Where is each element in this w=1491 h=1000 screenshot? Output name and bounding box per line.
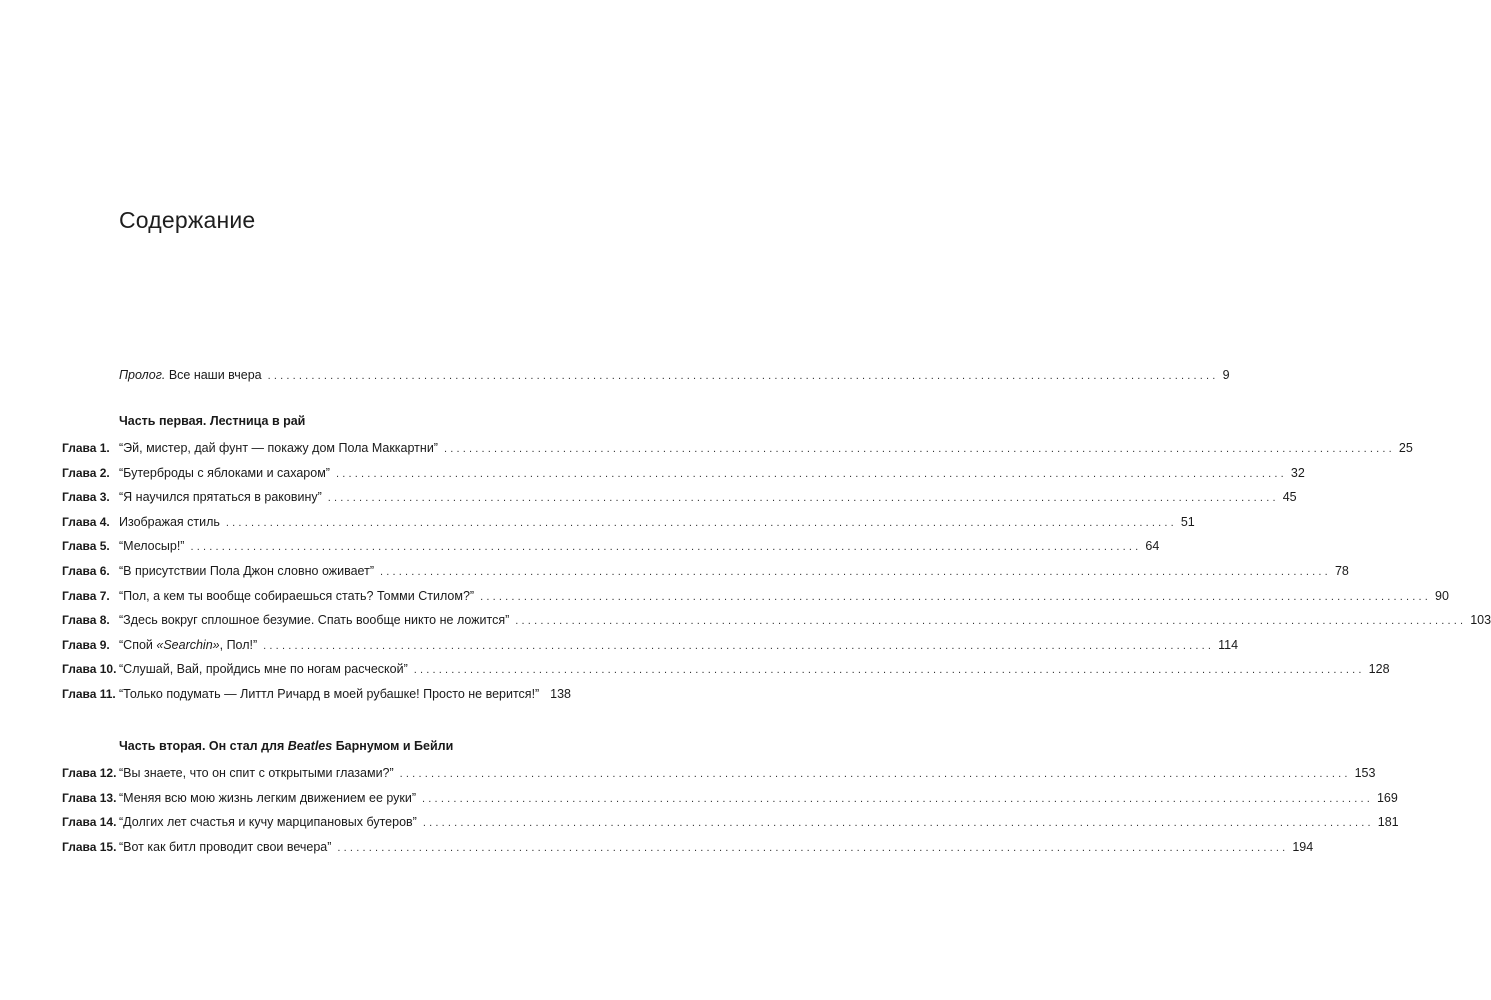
toc-row [0,812,1399,832]
chapter-title-text: Изображая стиль [119,514,220,529]
toc-entry [119,536,1160,556]
chapter-title-text: “Вы знаете, что он спит с открытыми глазами?” [119,766,394,780]
dot-leader: ........................................................................................................................................................ [327,492,1279,505]
toc-entry [119,561,1349,581]
chapter-title [119,684,539,704]
toc-entry [119,512,1195,532]
prologue-label: Пролог. [119,368,166,382]
dot-leader: ........................................................................................................................................................ [413,664,1365,677]
chapter-title-text: “Слушай, Вай, пройдись мне по ногам расческой” [119,662,408,677]
chapter-number: Глава 13. [62,790,117,805]
chapter-title-text: “Здесь вокруг сплошное безумие. Спать вообще никто не ложится” [119,613,510,628]
chapter-number: Глава 3. [62,490,110,505]
chapter-number: Глава 11. [62,687,116,701]
toc-entry [119,365,1230,385]
chapter-title [119,536,184,556]
chapter-number: Глава 4. [62,514,110,529]
toc-entry [119,610,1491,630]
toc-row [0,586,1449,606]
dot-leader: ........................................................................................................................................................ [480,590,1431,603]
page-number: 45 [1282,490,1297,505]
chapter-title [119,586,474,606]
chapter-title [119,635,257,655]
chapter-title [119,463,330,483]
chapter-number: Глава 15. [62,839,117,854]
toc-prologue [0,365,1230,385]
chapter-title [119,438,438,458]
chapter-number: Глава 14. [62,815,117,830]
chapter-title-text: “Меняя всю мою жизнь легким движением ее руки” [119,790,417,805]
chapter-title-after: , Пол!” [219,637,258,652]
page-number: 103 [1470,613,1491,628]
chapter-title [119,610,509,630]
toc-entry [119,487,1297,507]
toc-entry [119,684,571,704]
chapter-title-text: “Спой [119,637,157,652]
dot-leader: ........................................................................................................................................................ [515,615,1467,628]
chapter-number: Глава 2. [62,465,110,480]
chapter-number: Глава 8. [62,613,110,628]
dot-leader: ........................................................................................................................................................ [337,841,1289,854]
dot-leader: ........................................................................................................................................................ [399,768,1351,780]
prologue-title: Все наши вчера [168,368,262,382]
chapter-title-text: “Пол, а кем ты вообще собираешься стать? Томми Стилом?” [119,588,475,603]
chapter-title [119,812,417,832]
part-title: Часть первая. Лестница в рай [119,414,306,428]
dot-leader: ........................................................................................................................................................ [225,516,1177,529]
chapter-title-text: “Долгих лет счастья и кучу марципановых бутеров” [119,815,417,830]
page-number: 153 [1354,766,1376,780]
toc-row [0,635,1239,655]
toc-entry [119,812,1399,832]
chapter-title [119,788,416,808]
toc-row [0,561,1349,581]
dot-leader [545,685,546,705]
dot-leader: ........................................................................................................................................................ [443,443,1395,455]
toc-row [0,463,1305,483]
page-number: 181 [1377,815,1399,830]
chapter-title-italic: «Searchin» [156,637,220,652]
chapter-title-text: “Бутерброды с яблоками и сахаром” [119,465,330,480]
page-number: 138 [550,687,571,701]
toc-entry-text [119,365,262,385]
chapter-title [119,561,374,581]
toc-entry [119,763,1376,783]
dot-leader: ........................................................................................................................................................ [380,566,1331,578]
part-1-heading [119,414,305,428]
chapter-title [119,512,220,532]
chapter-title [119,487,322,507]
chapter-number: Глава 6. [62,564,110,578]
page-number: 169 [1376,790,1398,805]
chapter-title [119,837,331,857]
page-number: 25 [1398,441,1413,455]
part-title-italic: Beatles [287,739,333,753]
chapter-number: Глава 12. [62,766,117,780]
part-2-heading [119,739,453,753]
dot-leader: ........................................................................................................................................................ [267,370,1219,382]
toc-row [0,837,1314,857]
part-title-after: Барнумом и Бейли [332,739,454,753]
chapter-title-text: “Мелосыр!” [119,539,185,554]
page-number: 32 [1290,465,1305,480]
part-title: Часть вторая. Он стал для [119,739,288,753]
toc-row [0,788,1398,808]
page-number: 194 [1292,839,1314,854]
toc-row [0,610,1491,630]
toc-entry [119,438,1413,458]
toc-row [0,512,1195,532]
page-title: Содержание [119,207,256,233]
chapter-number: Глава 7. [62,588,110,603]
chapter-number: Глава 10. [62,662,117,677]
chapter-number: Глава 9. [62,637,110,652]
chapter-number: Глава 5. [62,539,110,554]
toc-row [0,763,1376,783]
page-number: 128 [1368,662,1390,677]
dot-leader: ........................................................................................................................................................ [335,467,1287,480]
toc-row [0,684,682,704]
page-number: 114 [1218,637,1239,652]
toc-entry [119,586,1449,606]
toc-entry [119,659,1390,679]
page-number: 64 [1145,539,1160,554]
page-number: 90 [1435,588,1449,603]
dot-leader: ........................................................................................................................................................ [190,541,1142,554]
dot-leader: ........................................................................................................................................................ [422,792,1373,805]
toc-row [0,487,1297,507]
page-number: 9 [1222,368,1230,382]
chapter-title-text: “Эй, мистер, дай фунт — покажу дом Пола Маккартни” [119,441,438,455]
page-number: 51 [1180,514,1195,529]
dot-leader: ........................................................................................................................................................ [263,639,1215,652]
toc-entry [119,788,1398,808]
chapter-title-text: “В присутствии Пола Джон словно оживает” [119,564,374,578]
chapter-title-text: “Только подумать — Литтл Ричард в моей рубашке! Просто не верится!” [119,687,540,701]
chapter-title-text: “Вот как битл проводит свои вечера” [119,839,332,854]
chapter-title-text: “Я научился прятаться в раковину” [119,490,322,505]
chapter-number: Глава 1. [62,441,110,455]
toc-entry [119,635,1239,655]
toc-entry [119,463,1305,483]
toc-row [0,659,1390,679]
toc-row [0,438,1413,458]
chapter-title [119,659,408,679]
toc-entry [119,837,1314,857]
dot-leader: ........................................................................................................................................................ [422,817,1374,830]
chapter-title [119,763,394,783]
page-number: 78 [1334,564,1349,578]
toc-row [0,536,1160,556]
